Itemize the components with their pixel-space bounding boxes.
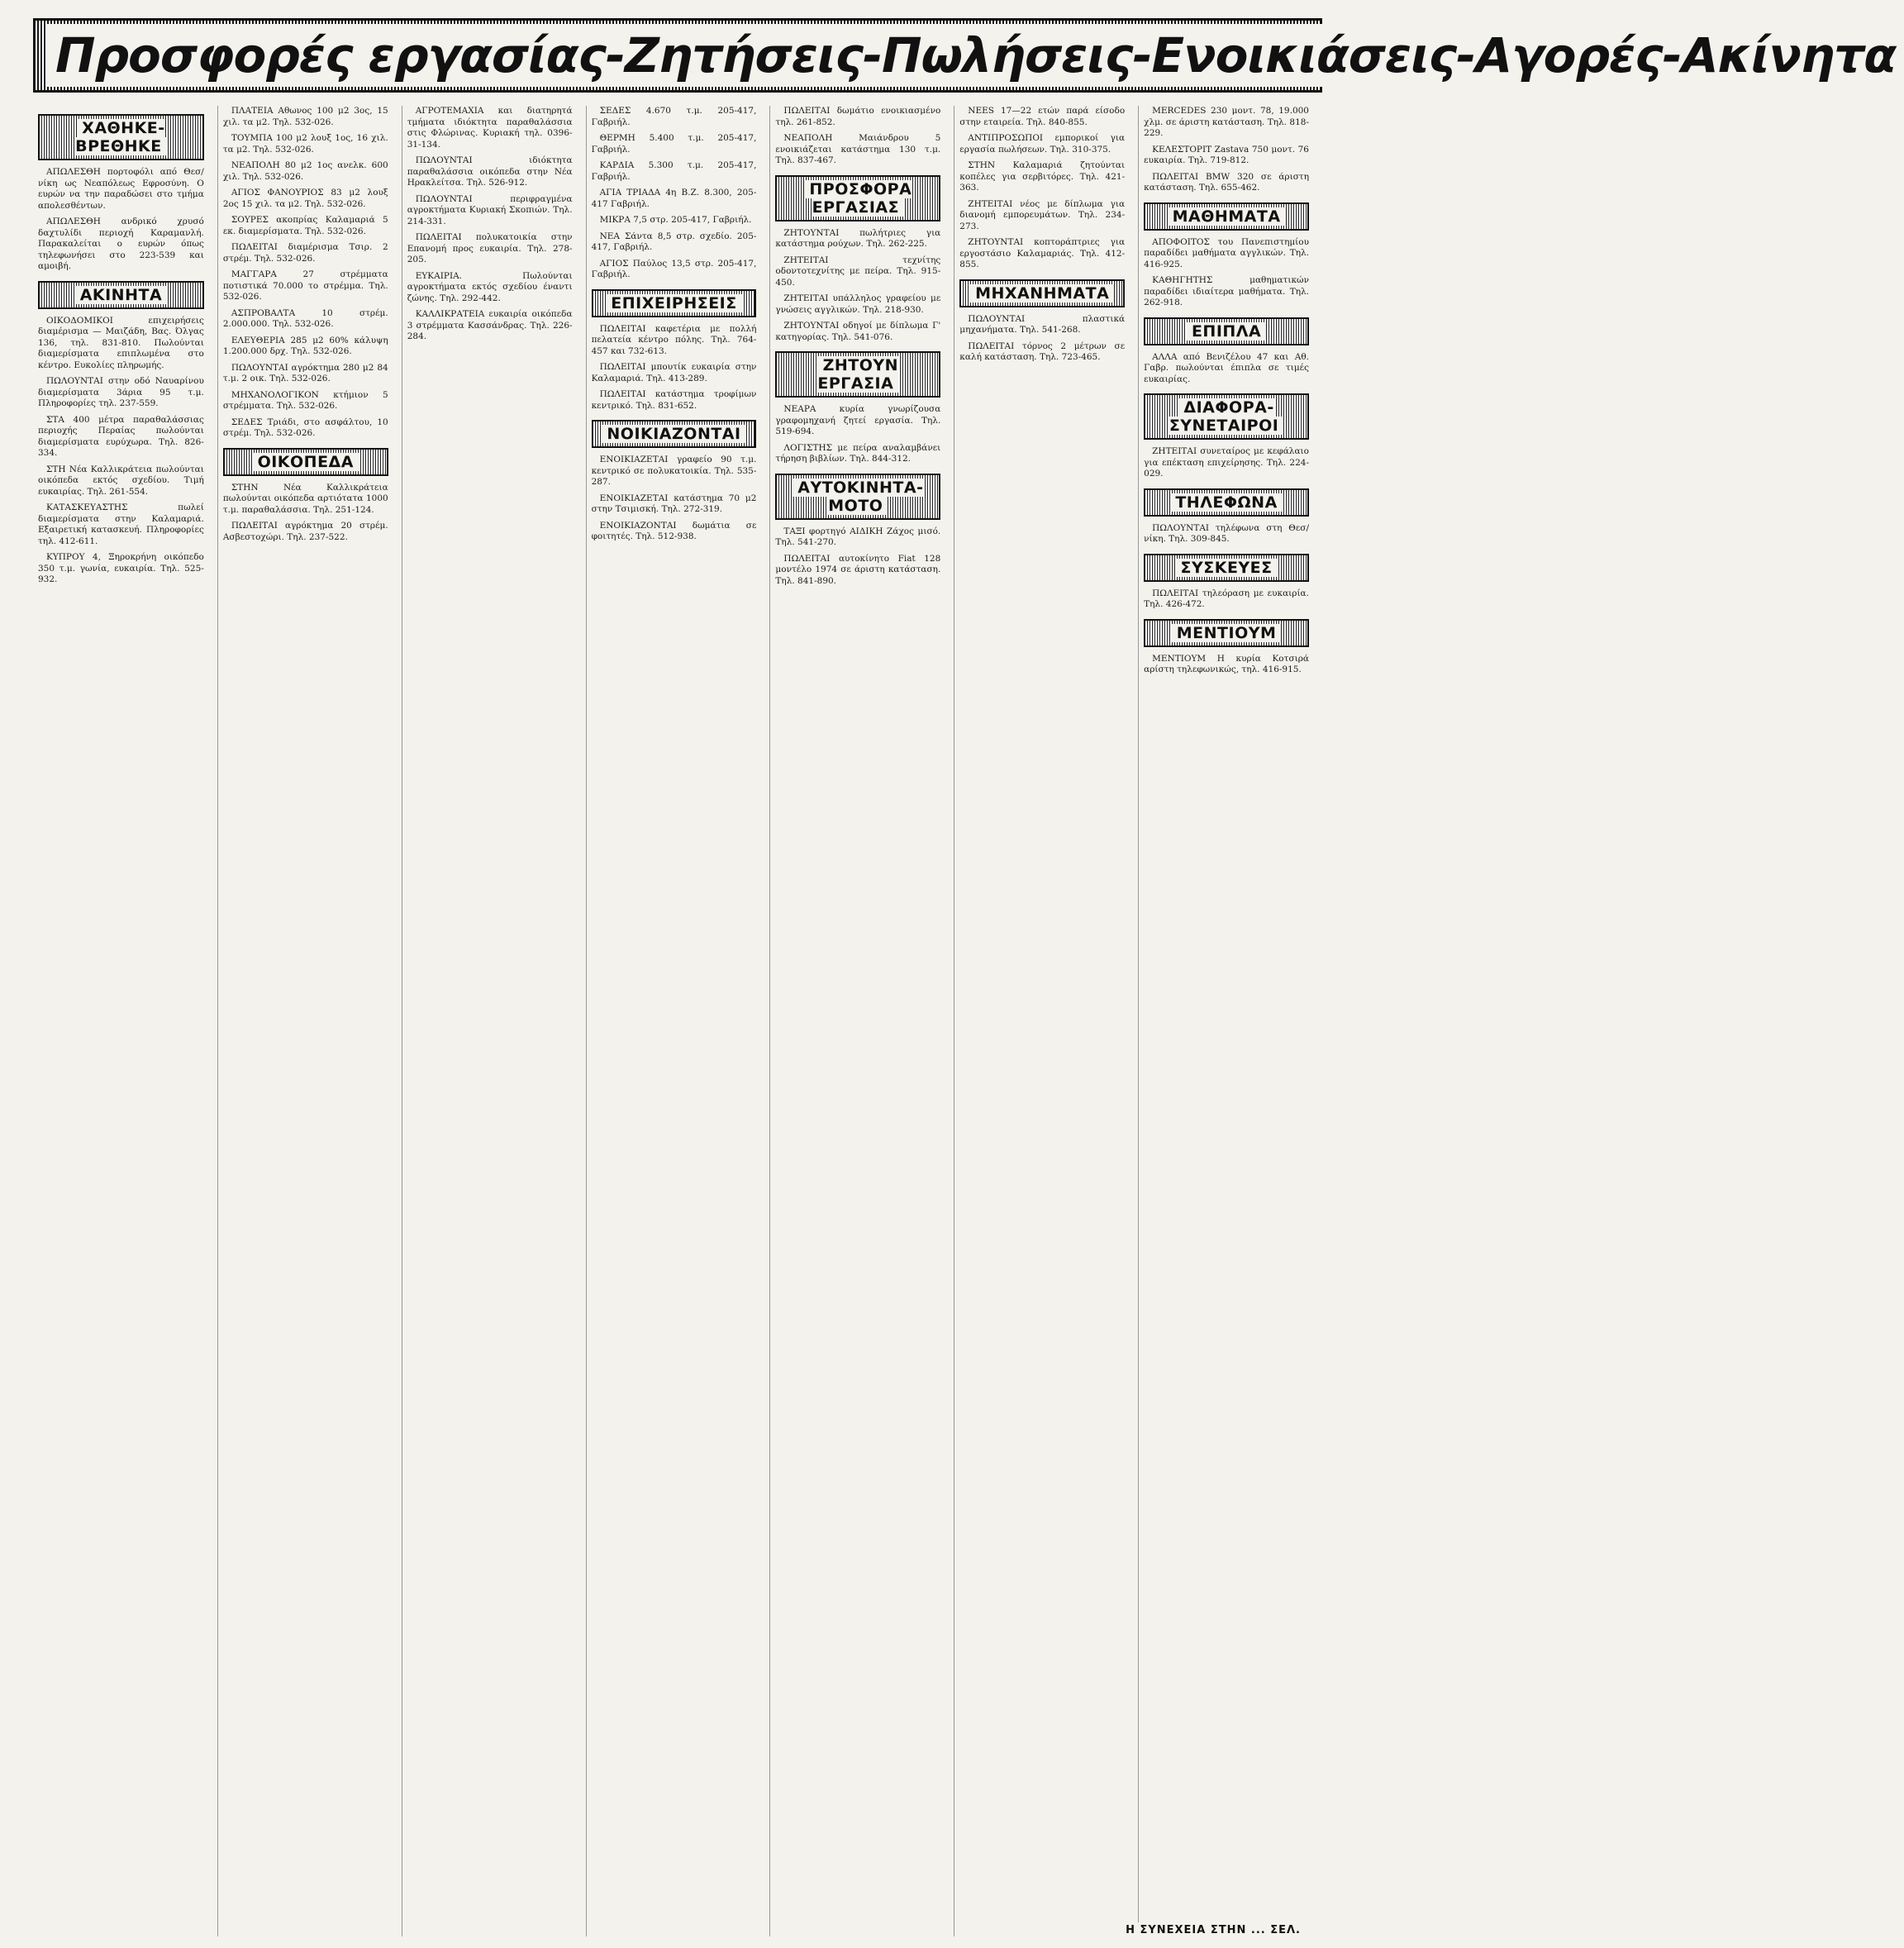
classified-ad: ΠΩΛΕΙΤΑΙ διαμέρισμα Τσιρ. 2 στρέμ. Τηλ. 532-026. bbox=[222, 242, 388, 264]
section-heading bbox=[38, 281, 204, 309]
classified-ad: NEES 17—22 ετών παρά είσοδο στην εταιρεία. Τηλ. 840-855. bbox=[959, 106, 1126, 127]
classified-ad: ΝΕΑΠΟΛΗ 80 μ2 1ος ανελκ. 600 χιλ. Τηλ. 532-026. bbox=[222, 160, 388, 182]
column-1 bbox=[33, 106, 209, 1936]
classified-ad: ΕΥΚΑΙΡΙΑ. Πωλούνται αγροκτήματα εκτός σχεδίου έναντι ζώνης. Τηλ. 292-442. bbox=[407, 270, 573, 303]
classified-ad: ΚΕΛΕΣΤΟΡΙΤ Zastava 750 μοντ. 76 ευκαιρία. Τηλ. 719-812. bbox=[1144, 144, 1309, 165]
classified-ad: ΣΟΥΡΕΣ ακοπρίας Καλαμαριά 5 εκ. διαμερίσματα. Τηλ. 532-026. bbox=[222, 215, 388, 236]
continuation-note: Η ΣΥΝΕΧΕΙΑ ΣΤΗΝ ... ΣΕΛ. bbox=[1122, 1922, 1304, 1938]
section-heading-label: ΖΗΤΟΥΝ ΕΡΓΑΣΙΑ bbox=[817, 356, 899, 393]
classified-ad: ΝΕΑΠΟΛΗ Μαιάνδρου 5 ενοικιάζεται κατάστημα 130 τ.μ. Τηλ. 837-467. bbox=[775, 133, 941, 165]
classified-ad: ΜΗΧΑΝΟΛΟΓΙΚΟΝ κτήμιον 5 στρέμματα. Τηλ. 532-026. bbox=[222, 389, 388, 411]
classified-ad: ΖΗΤΕΙΤΑΙ συνεταίρος με κεφάλαιο για επέκταση επιχείρησης. Τηλ. 224-029. bbox=[1144, 446, 1309, 479]
section-heading bbox=[775, 474, 940, 520]
classified-ad: ΠΩΛΕΙΤΑΙ καφετέρια με πολλή πελατεία κέντρο πόλης. Τηλ. 764-457 και 732-613. bbox=[591, 323, 757, 356]
section-heading bbox=[1144, 554, 1309, 582]
classified-ad: ΠΩΛΕΙΤΑΙ BMW 320 σε άριστη κατάσταση. Τηλ. 655-462. bbox=[1144, 171, 1309, 193]
section-heading-label: ΧΑΘΗΚΕ-ΒΡΕΘΗΚΕ bbox=[75, 119, 167, 155]
classified-ad: ΠΛΑΤΕΙΑ Αθωνος 100 μ2 3ος, 15 χιλ. τα μ2. Τηλ. 532-026. bbox=[222, 106, 388, 127]
classified-ad: ΖΗΤΟΥΝΤΑΙ κοπτοράπτριες για εργοστάσιο Καλαμαριάς. Τηλ. 412-855. bbox=[959, 237, 1126, 269]
section-heading-label: ΜΕΝΤΙΟΥΜ bbox=[1172, 624, 1282, 642]
classified-ad: ΖΗΤΟΥΝΤΑΙ οδηγοί με δίπλωμα Γ' κατηγορίας. Τηλ. 541-076. bbox=[775, 321, 941, 342]
classified-ad: ΠΩΛΟΥΝΤΑΙ ιδιόκτητα παραθαλάσσια οικόπεδα στην Νέα Ηρακλείτσα. Τηλ. 526-912. bbox=[407, 155, 573, 188]
classified-ad: ΕΝΟΙΚΙΑΖΕΤΑΙ κατάστημα 70 μ2 στην Τσιμισκή. Τηλ. 272-319. bbox=[591, 493, 757, 514]
classified-ad: ΤΑΞΙ φορτηγό ΑΙΔΙΚΗ Ζάχος μισό. Τηλ. 541-270. bbox=[775, 526, 941, 547]
classified-ad: ΠΩΛΟΥΝΤΑΙ περιφραγμένα αγροκτήματα Κυριακή Σκοπιών. Τηλ. 214-331. bbox=[407, 193, 573, 226]
classified-ad: ΣΤΗΝ Καλαμαριά ζητούνται κοπέλες για σερβιτόρες. Τηλ. 421-363. bbox=[959, 160, 1126, 193]
section-heading bbox=[38, 114, 204, 160]
classified-ad: ΑΓΙΑ ΤΡΙΑΔΑ 4η Β.Ζ. 8.300, 205-417 Γαβριήλ. bbox=[591, 188, 757, 209]
classified-ad: ΣΤΗ Νέα Καλλικράτεια πωλούνται οικόπεδα εκτός σχεδίου. Τιμή ευκαιρίας. Τηλ. 261-554. bbox=[38, 464, 204, 497]
section-heading bbox=[775, 175, 940, 221]
section-heading-label: ΑΚΙΝΗΤΑ bbox=[75, 286, 167, 304]
classified-ad: ΚΥΠΡΟΥ 4, Ξηροκρήνη οικόπεδο 350 τ.μ. γωνία, ευκαιρία. Τηλ. 525-932. bbox=[38, 552, 204, 584]
column-3 bbox=[402, 106, 578, 1936]
classified-ad: ΣΤΑ 400 μέτρα παραθαλάσσιας περιοχής Περαίας πωλούνται διαμερίσματα ευρύχωρα. Τηλ. 826-334. bbox=[38, 414, 204, 458]
section-heading-label: ΝΟΙΚΙΑΖΟΝΤΑΙ bbox=[602, 425, 745, 443]
section-heading bbox=[1144, 393, 1309, 440]
section-heading bbox=[959, 279, 1125, 307]
classified-ad: ΖΗΤΕΙΤΑΙ τεχνίτης οδοντοτεχνίτης με πείρα. Τηλ. 915-450. bbox=[775, 255, 941, 288]
classified-ad: ΕΝΟΙΚΙΑΖΕΤΑΙ γραφείο 90 τ.μ. κεντρικό σε πολυκατοικία. Τηλ. 535-287. bbox=[591, 455, 757, 487]
classified-ad: ΣΕΔΕΣ Τριάδι, στο ασφάλτου, 10 στρέμ. Τηλ. 532-026. bbox=[222, 417, 388, 438]
section-heading bbox=[223, 448, 388, 476]
classified-ad: ΜΑΓΓΑΡΑ 27 στρέμματα ποτιστικά 70.000 το στρέμμα. Τηλ. 532-026. bbox=[222, 269, 388, 302]
section-heading-label: ΔΙΑΦΟΡΑ-ΣΥΝΕΤΑΙΡΟΙ bbox=[1169, 398, 1284, 435]
classified-ad: ΚΑΘΗΓΗΤΗΣ μαθηματικών παραδίδει ιδιαίτερα μαθήματα. Τηλ. 262-918. bbox=[1144, 275, 1309, 307]
column-5 bbox=[769, 106, 945, 1936]
classified-ad: ΑΣΠΡΟΒΑΛΤΑ 10 στρέμ. 2.000.000. Τηλ. 532-026. bbox=[222, 307, 388, 329]
classified-ad: ΖΗΤΕΙΤΑΙ υπάλληλος γραφείου με γνώσεις αγγλικών. Τηλ. 218-930. bbox=[775, 293, 941, 315]
section-heading-label: ΣΥΣΚΕΥΕΣ bbox=[1176, 559, 1278, 577]
classified-ad: ΚΑΡΔΙΑ 5.300 τ.μ. 205-417, Γαβριήλ. bbox=[591, 160, 757, 182]
classified-ad: ΑΝΤΙΠΡΟΣΩΠΟΙ εμπορικοί για εργασία πωλήσεων. Τηλ. 310-375. bbox=[959, 133, 1126, 155]
section-heading-label: ΠΡΟΣΦΟΡΑ ΕΡΓΑΣΙΑΣ bbox=[804, 180, 912, 217]
classified-ad: ΠΩΛΕΙΤΑΙ τηλεόραση με ευκαιρία. Τηλ. 426-472. bbox=[1144, 588, 1309, 609]
classified-ad: ΑΓΙΟΣ ΦΑΝΟΥΡΙΟΣ 83 μ2 λουξ 2ος 15 χιλ. τα μ2. Τηλ. 532-026. bbox=[222, 188, 388, 209]
classified-ad: ΠΩΛΕΙΤΑΙ αυτοκίνητο Fiat 128 μοντέλο 1974 σε άριστη κατάσταση. Τηλ. 841-890. bbox=[775, 553, 941, 586]
classified-ad: ΕΛΕΥΘΕΡΙΑ 285 μ2 60% κάλυψη 1.200.000 δρχ. Τηλ. 532-026. bbox=[222, 335, 388, 356]
section-heading-label: ΑΥΤΟΚΙΝΗΤΑ-ΜΟΤΟ bbox=[793, 479, 923, 515]
classified-ad: ΘΕΡΜΗ 5.400 τ.μ. 205-417, Γαβριήλ. bbox=[591, 133, 757, 155]
column-4 bbox=[586, 106, 762, 1936]
classified-ad: ΣΕΔΕΣ 4.670 τ.μ. 205-417, Γαβριήλ. bbox=[591, 106, 757, 127]
classified-ad: ΝΕΑ Σάντα 8,5 στρ. σχεδίο. 205-417, Γαβριήλ. bbox=[591, 231, 757, 252]
section-heading bbox=[775, 351, 940, 398]
section-heading bbox=[1144, 317, 1309, 345]
column-6 bbox=[954, 106, 1130, 1936]
section-heading bbox=[592, 420, 757, 448]
section-heading-label: ΕΠΙΠΛΑ bbox=[1187, 322, 1266, 341]
classified-ad: ΑΠΩΛΕΣΘΗ ανδρικό χρυσό δαχτυλίδι περιοχή Καραμανλή. Παρακαλείται ο ευρών όπως τηλεφωνήσει στο 223-539 και αμοιβή. bbox=[38, 217, 204, 271]
classified-ad: ΝΕΑΡΑ κυρία γνωρίζουσα γραφομηχανή ζητεί εργασία. Τηλ. 519-694. bbox=[775, 404, 941, 436]
classified-ad: ΑΓΙΟΣ Παύλος 13,5 στρ. 205-417, Γαβριήλ. bbox=[591, 258, 757, 279]
classified-ad: ΑΛΛΑ από Βενιζέλου 47 και Αθ. Γαβρ. πωλούνται έπιπλα σε τιμές ευκαιρίας. bbox=[1144, 351, 1309, 384]
classified-ad: ΠΩΛΕΙΤΑΙ δωμάτιο ενοικιασμένο τηλ. 261-852. bbox=[775, 106, 941, 127]
section-heading-label: ΤΗΛΕΦΩΝΑ bbox=[1170, 493, 1282, 512]
classified-ad: ΠΩΛΕΙΤΑΙ τόρνος 2 μέτρων σε καλή κατάσταση. Τηλ. 723-465. bbox=[959, 341, 1126, 362]
classified-ad: ΣΤΗΝ Νέα Καλλικράτεια πωλούνται οικόπεδα αρτιότατα 1000 τ.μ. παραθαλάσσια. Τηλ. 251-124. bbox=[222, 482, 388, 515]
classified-ad: MERCEDES 230 μοντ. 78, 19.000 χλμ. σε άριστη κατάσταση. Τηλ. 818-229. bbox=[1144, 106, 1309, 138]
column-2 bbox=[217, 106, 393, 1936]
classified-ad: ΠΩΛΕΙΤΑΙ αγρόκτημα 20 στρέμ. Ασβεστοχώρι. Τηλ. 237-522. bbox=[222, 521, 388, 542]
classified-ad: ΖΗΤΕΙΤΑΙ νέος με δίπλωμα για διανομή εμπορευμάτων. Τηλ. 234-273. bbox=[959, 198, 1126, 231]
page-title: Προσφορές εργασίας-Ζητήσεις-Πωλήσεις-Ενοικιάσεις-Αγορές-Ακίνητα bbox=[47, 24, 1904, 87]
classified-ad: ΑΓΡΟΤΕΜΑΧΙΑ και διατηρητά τμήματα ιδιόκτητα παραθαλάσσια στις Φλώρινας. Κυριακή τηλ. 0396-31-134. bbox=[407, 106, 573, 150]
classified-ad: ΠΩΛΟΥΝΤΑΙ τηλέφωνα στη Θεσ/νίκη. Τηλ. 309-845. bbox=[1144, 522, 1309, 544]
section-heading bbox=[1144, 619, 1309, 647]
classified-ad: ΠΩΛΟΥΝΤΑΙ πλαστικά μηχανήματα. Τηλ. 541-268. bbox=[959, 313, 1126, 335]
section-heading-label: ΜΗΧΑΝΗΜΑΤΑ bbox=[970, 284, 1114, 302]
classifieds-columns bbox=[33, 106, 1314, 1936]
masthead-banner bbox=[33, 18, 1897, 93]
column-7 bbox=[1138, 106, 1314, 1936]
classified-ad: ΠΩΛΕΙΤΑΙ κατάστημα τροφίμων κεντρικό. Τηλ. 831-652. bbox=[591, 389, 757, 411]
classified-ad: ΛΟΓΙΣΤΗΣ με πείρα αναλαμβάνει τήρηση βιβλίων. Τηλ. 844-312. bbox=[775, 442, 941, 464]
classified-ad: ΑΠΩΛΕΣΘΗ πορτοφόλι από Θεσ/νίκη ως Νεαπόλεως Εφροσύνη. Ο ευρών να την παραδώσει στο τμήμα απολεσθέντων. bbox=[38, 167, 204, 211]
section-heading bbox=[1144, 488, 1309, 517]
classified-ad: ΕΝΟΙΚΙΑΖΟΝΤΑΙ δωμάτια σε φοιτητές. Τηλ. 512-938. bbox=[591, 520, 757, 541]
classified-ad: ΖΗΤΟΥΝΤΑΙ πωλήτριες για κατάστημα ρούχων. Τηλ. 262-225. bbox=[775, 227, 941, 249]
section-heading-label: ΟΙΚΟΠΕΔΑ bbox=[253, 453, 359, 471]
classified-ad: ΠΩΛΕΙΤΑΙ πολυκατοικία στην Επανομή προς ευκαιρία. Τηλ. 278-205. bbox=[407, 232, 573, 264]
classified-ad: ΟΙΚΟΔΟΜΙΚΟΙ επιχειρήσεις διαμέρισμα — Μαιζάδη, Βας. Όλγας 136, τηλ. 831-810. Πωλούνται διαμερίσματα επιπλωμένα στο κέντρο. Ευκολίες πληρωμής. bbox=[38, 315, 204, 370]
classified-ad: ΑΠΟΦΟΙΤΟΣ του Πανεπιστημίου παραδίδει μαθήματα αγγλικών. Τηλ. 416-925. bbox=[1144, 236, 1309, 269]
section-heading bbox=[1144, 202, 1309, 231]
section-heading-label: ΜΑΘΗΜΑΤΑ bbox=[1168, 207, 1286, 226]
classified-ad: ΠΩΛΟΥΝΤΑΙ αγρόκτημα 280 μ2 84 τ.μ. 2 οικ. Τηλ. 532-026. bbox=[222, 362, 388, 383]
classified-ad: ΠΩΛΕΙΤΑΙ μπουτίκ ευκαιρία στην Καλαμαριά. Τηλ. 413-289. bbox=[591, 362, 757, 383]
classified-ad: ΚΑΛΛΙΚΡΑΤΕΙΑ ευκαιρία οικόπεδα 3 στρέμματα Κασσάνδρας. Τηλ. 226-284. bbox=[407, 309, 573, 341]
classified-ad: ΚΑΤΑΣΚΕΥΑΣΤΗΣ πωλεί διαμερίσματα στην Καλαμαριά. Εξαιρετική κατασκευή. Πληροφορίες τηλ. 412-611. bbox=[38, 502, 204, 546]
classified-ad: ΜΕΝΤΙΟΥΜ Η κυρία Κοτσιρά αρίστη τηλεφωνικώς, τηλ. 416-915. bbox=[1144, 653, 1309, 674]
classified-ad: ΜΙΚΡΑ 7,5 στρ. 205-417, Γαβριήλ. bbox=[599, 215, 752, 225]
classified-ad: ΠΩΛΟΥΝΤΑΙ στην οδό Ναυαρίνου διαμερίσματα 3άρια 95 τ.μ. Πληροφορίες τηλ. 237-559. bbox=[38, 376, 204, 408]
classified-ad: ΤΟΥΜΠΑ 100 μ2 λουξ 1ος, 16 χιλ. τα μ2. Τηλ. 532-026. bbox=[222, 133, 388, 155]
section-heading-label: ΕΠΙΧΕΙΡΗΣΕΙΣ bbox=[606, 294, 741, 312]
section-heading bbox=[592, 289, 757, 317]
